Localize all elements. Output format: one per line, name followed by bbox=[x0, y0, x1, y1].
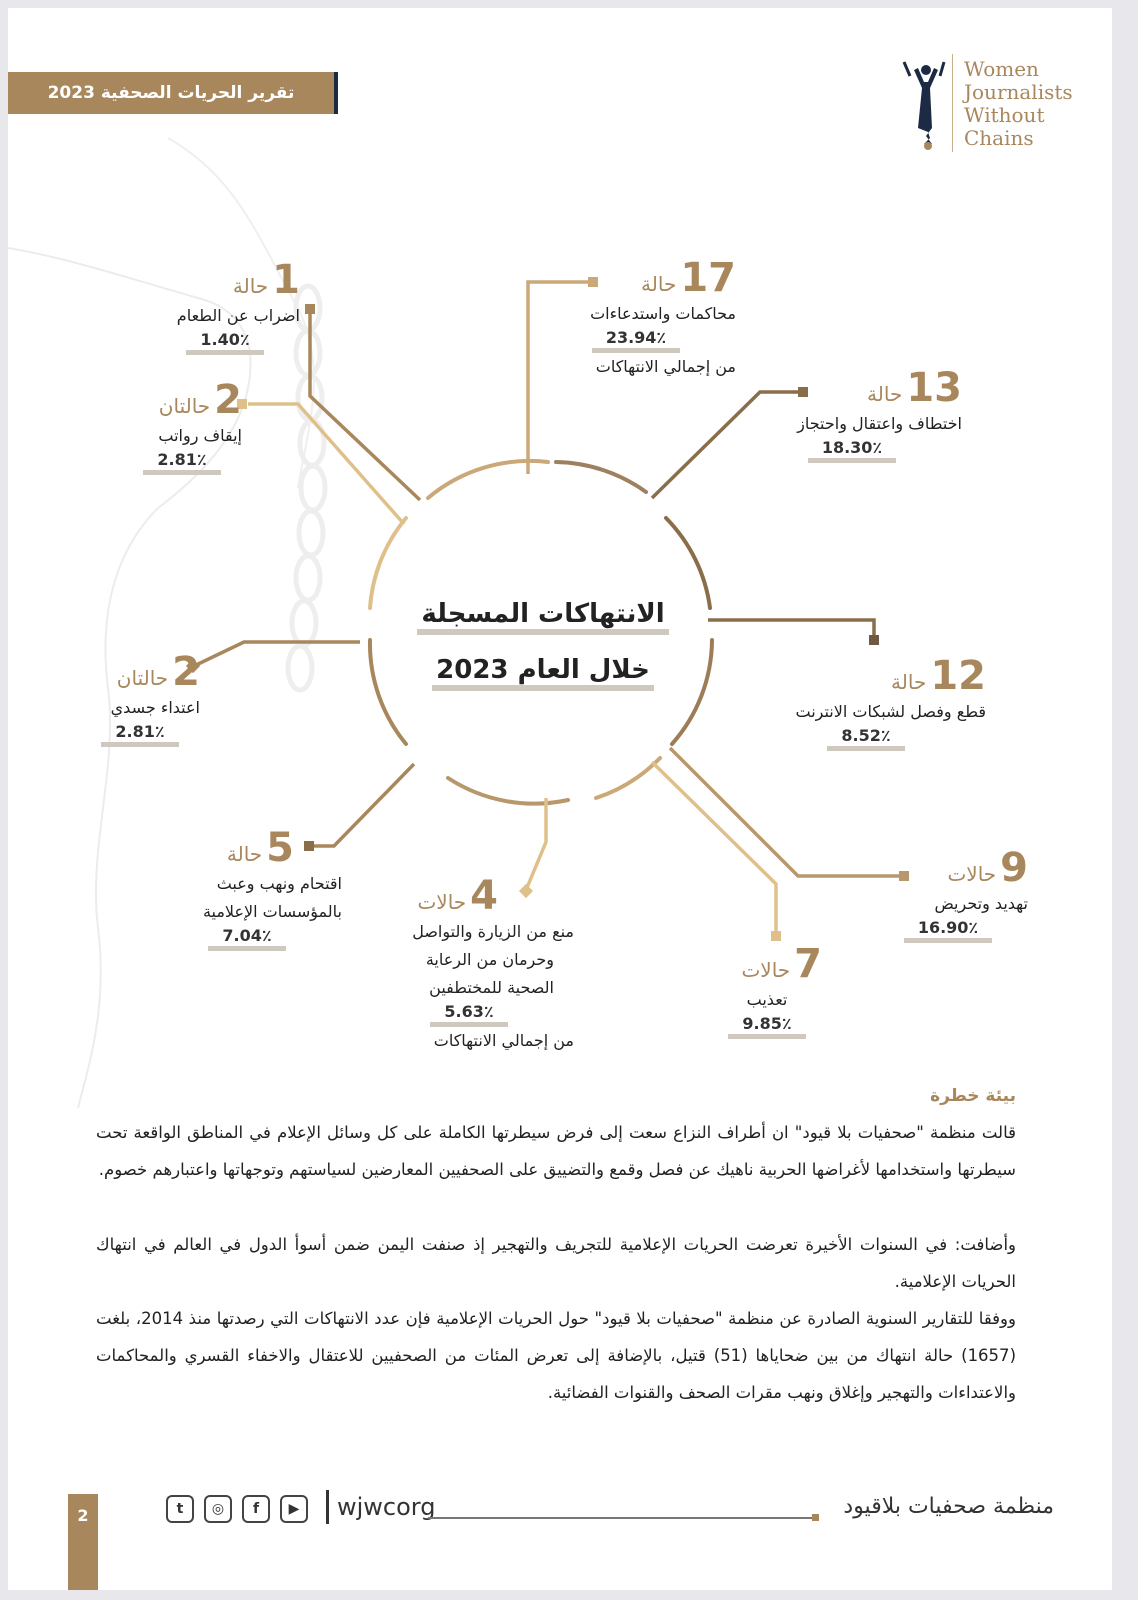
violation-label: تهديد وتحريض bbox=[934, 894, 1028, 913]
paragraph-3: ووفقا للتقارير السنوية الصادرة عن منظمة "صحفيات بلا قيود" حول الحريات الإعلامية فإن عدد الانتهاكات التي رصدتها منذ 2014، بلغت (1657) حالة انتهاك من بين ضحاياها (51) قتيل، بالإضافة إلى تعرض المئات من الصحفيين للاعتقال والاخفاء القسري والمحاكمات والاعتداءات والتهجير وإغلاق ونهب مقرات الصحف والقنوات الفضائية. bbox=[96, 1309, 1016, 1402]
violation-label: إيقاف رواتب bbox=[158, 426, 242, 445]
violation-unit: حالتان bbox=[158, 394, 211, 418]
violation-count: 17 bbox=[680, 255, 736, 301]
website-link[interactable]: wjwcorg bbox=[326, 1490, 435, 1524]
center-line-2: خلال العام 2023 bbox=[432, 655, 654, 691]
violation-unit: حالة bbox=[232, 274, 269, 298]
violation-note: من إجمالي الانتهاكات bbox=[595, 357, 736, 376]
violation-raids bbox=[152, 826, 342, 951]
violation-unit: حالة bbox=[641, 272, 677, 296]
violation-percent: 2.81٪ bbox=[143, 450, 220, 475]
violation-salary-stop bbox=[122, 378, 242, 475]
violation-percent: 5.63٪ bbox=[430, 1002, 507, 1027]
violation-label: اعتداء جسدي bbox=[110, 698, 200, 717]
footer-dot bbox=[812, 1514, 819, 1521]
violation-unit: حالتان bbox=[116, 666, 169, 690]
instagram-icon[interactable]: ◎ bbox=[204, 1495, 232, 1523]
report-title: تقرير الحريات الصحفية 2023 bbox=[47, 83, 295, 103]
violation-percent: 2.81٪ bbox=[101, 722, 178, 747]
violation-count: 1 bbox=[272, 257, 300, 303]
paragraph-2: وأضافت: في السنوات الأخيرة تعرضت الحريات الإعلامية للتجريف والتهجير إذ صنفت اليمن ضمن أسوأ الدول في العالم في انتهاك الحريات الإعلامية. bbox=[96, 1235, 1016, 1291]
violation-label: وحرمان من الرعاية bbox=[425, 950, 554, 969]
violation-unit: حالة bbox=[226, 842, 263, 866]
violation-label: منع من الزيارة والتواصل bbox=[412, 922, 574, 941]
violation-label: اقتحام ونهب وعبث bbox=[216, 874, 342, 893]
violation-label: تعذيب bbox=[746, 990, 788, 1009]
violation-hunger-strike bbox=[150, 258, 300, 355]
violation-assault bbox=[80, 650, 200, 747]
violation-torture bbox=[712, 942, 822, 1039]
violation-percent: 8.52٪ bbox=[827, 726, 904, 751]
page-number: 2 bbox=[68, 1494, 98, 1590]
violation-count: 12 bbox=[930, 653, 986, 699]
violation-visit-ban bbox=[364, 874, 574, 1055]
violation-count: 13 bbox=[906, 365, 962, 411]
diagram-center-title bbox=[378, 586, 708, 698]
center-line-1: الانتهاكات المسجلة bbox=[417, 599, 668, 635]
violation-percent: 18.30٪ bbox=[808, 438, 896, 463]
violation-percent: 1.40٪ bbox=[186, 330, 263, 355]
violation-count: 4 bbox=[470, 873, 498, 919]
section-heading: بيئة خطرة bbox=[930, 1086, 1016, 1106]
organization-name: منظمة صحفيات بلاقيود bbox=[843, 1494, 1054, 1519]
violation-count: 2 bbox=[172, 649, 200, 695]
violation-note: من إجمالي الانتهاكات bbox=[433, 1031, 574, 1050]
violation-count: 5 bbox=[266, 825, 294, 871]
violation-percent: 7.04٪ bbox=[208, 926, 285, 951]
violation-percent: 9.85٪ bbox=[728, 1014, 805, 1039]
violation-label: اختطاف واعتقال واحتجاز bbox=[797, 414, 962, 433]
violation-count: 9 bbox=[1000, 845, 1028, 891]
violation-unit: حالة bbox=[867, 382, 903, 406]
violation-unit: حالات bbox=[417, 890, 467, 914]
violation-label: محاكمات واستدعاءات bbox=[590, 304, 736, 323]
violation-unit: حالات bbox=[947, 862, 997, 886]
facebook-icon[interactable]: f bbox=[242, 1495, 270, 1523]
logo-wordmark: Women Journalists Without Chains bbox=[964, 57, 1073, 150]
violation-internet-cut bbox=[746, 654, 986, 751]
violation-count: 2 bbox=[214, 377, 242, 423]
footer-divider bbox=[428, 1517, 816, 1519]
violation-percent: 16.90٪ bbox=[904, 918, 992, 943]
violation-threats bbox=[868, 846, 1028, 943]
paragraph-1: قالت منظمة "صحفيات بلا قيود" ان أطراف النزاع سعت إلى فرض سيطرتها الكاملة على كل وسائل الإعلام في المناطق الواقعة تحت سيطرتها واستخدامها لأغراضها الحربية ناهيك عن فصل وقمع والتضييق على الصحفيين المعارضين لسياستهم وتوجهاتها واعتبارهم خصوم. bbox=[96, 1123, 1016, 1179]
violation-unit: حالات bbox=[741, 958, 791, 982]
violation-label: قطع وفصل لشبكات الانترنت bbox=[795, 702, 986, 721]
violation-trials bbox=[536, 256, 736, 381]
violation-unit: حالة bbox=[891, 670, 927, 694]
twitter-icon[interactable]: t bbox=[166, 1495, 194, 1523]
violation-kidnapping bbox=[742, 366, 962, 463]
violation-label: بالمؤسسات الإعلامية bbox=[202, 902, 342, 921]
violation-count: 7 bbox=[794, 941, 822, 987]
violation-label: الصحية للمختطفين bbox=[429, 978, 554, 997]
violation-percent: 23.94٪ bbox=[592, 328, 680, 353]
report-page bbox=[8, 8, 1112, 1590]
youtube-icon[interactable]: ▶ bbox=[280, 1495, 308, 1523]
violation-label: اضراب عن الطعام bbox=[176, 306, 300, 325]
